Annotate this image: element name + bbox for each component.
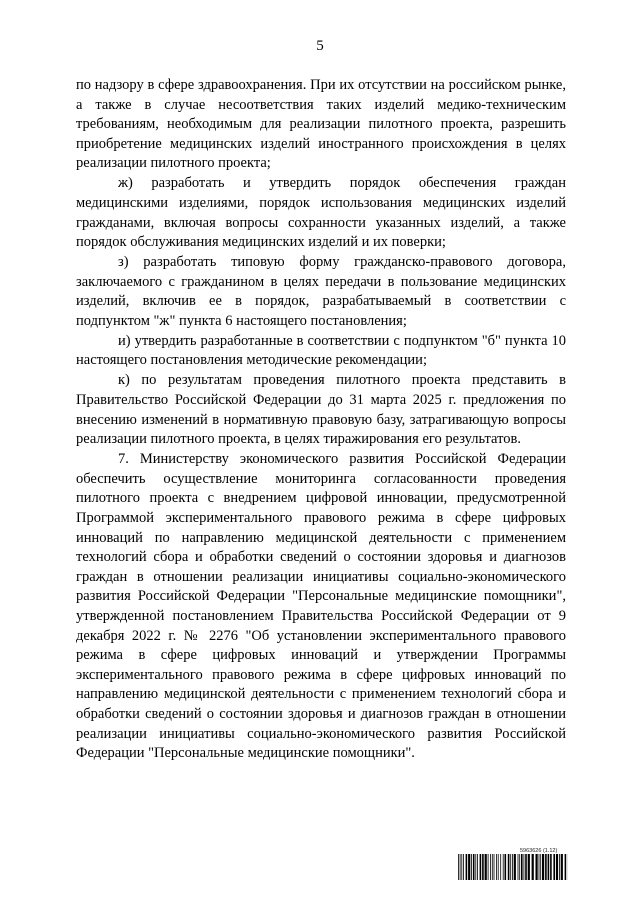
barcode-bar xyxy=(521,854,523,880)
barcode-bar xyxy=(494,854,495,880)
barcode-bar xyxy=(490,854,491,880)
barcode-bar xyxy=(480,854,482,880)
barcode-bar xyxy=(463,854,464,880)
barcode-bar xyxy=(512,854,513,880)
barcode-bar xyxy=(542,854,544,880)
barcode-bar xyxy=(532,854,534,880)
barcode-bar xyxy=(556,854,558,880)
barcode-bar xyxy=(458,854,459,880)
barcode-bar xyxy=(492,854,493,880)
page-number: 5 xyxy=(316,38,324,54)
barcode-bar xyxy=(473,854,475,880)
barcode-bar xyxy=(466,854,468,880)
paragraph: 7. Министерству экономического развития Российской Федерации обеспечить осуществление мониторинга согласованности проведения пилотного проекта с внедрением цифровой инновации, предусмотренной Программой экспериментального правового режима в сфере цифровых инноваций по направлению медицинской деятельности с применением технологий сбора и обработки сведений о состоянии здоровья и диагнозов граждан в отношении реализации инициативы социально-экономического развития Российской Федерации "Персональные медицинские помощники", утвержденной постановлением Правительства Российской Федерации от 9 декабря 2022 г. № 2276 "Об установлении экспериментального правового режима в сфере цифровых инноваций и утверждении Программы экспериментального правового режима в сфере цифровых инноваций по направлению медицинской деятельности с применением технологий сбора и обработки сведений о состоянии здоровья и диагнозов граждан в отношении реализации инициативы социально-экономического развития Российской Федерации "Персональные медицинские помощники". xyxy=(76,451,566,762)
barcode-bar xyxy=(545,854,547,880)
barcode-bar xyxy=(548,854,550,880)
paragraph: и) утвердить разработанные в соответствии с подпунктом "б" пункта 10 настоящего постановления методические рекомендации; xyxy=(76,332,566,369)
barcode-bar xyxy=(498,854,499,880)
barcode-bar xyxy=(485,854,487,880)
barcode-bar xyxy=(539,854,540,880)
barcode-bar xyxy=(482,854,484,880)
barcode-bar xyxy=(488,854,489,880)
barcode-bar xyxy=(475,854,476,880)
barcode-bar xyxy=(528,854,530,880)
barcode-bar xyxy=(510,854,511,880)
document-code: 5963626 (1.12) xyxy=(520,848,558,854)
barcode-bar xyxy=(561,854,563,880)
barcode xyxy=(458,854,568,880)
barcode-bar xyxy=(553,854,555,880)
barcode-bar xyxy=(518,854,519,880)
paragraph: ж) разработать и утвердить порядок обеспечения граждан медицинскими изделиями, порядок использования медицинских изделий гражданами, включая вопросы сохранности указанных изделий, а также порядок обслуживания медицинских изделий и их поверки; xyxy=(76,175,566,251)
barcode-bar xyxy=(461,854,462,880)
barcode-bar xyxy=(471,854,472,880)
barcode-bar xyxy=(500,854,501,880)
barcode-bar xyxy=(559,854,560,880)
barcode-bar xyxy=(525,854,527,880)
barcode-bar xyxy=(477,854,478,880)
barcode-bar xyxy=(565,854,567,880)
barcode-bar xyxy=(536,854,538,880)
paragraph: по надзору в сфере здравоохранения. При их отсутствии на российском рынке, а также в случае несоответствия таких изделий медико-техническим требованиям, необходимым для реализации пилотного проекта, разрешить приобретение медицинских изделий иностранного происхождения в целях реализации пилотного проекта; xyxy=(76,77,566,172)
barcode-bar xyxy=(524,854,525,880)
barcode-bar xyxy=(514,854,516,880)
document-body xyxy=(76,76,566,764)
barcode-bar xyxy=(540,854,541,880)
barcode-bar xyxy=(508,854,510,880)
barcode-bar xyxy=(519,854,520,880)
paragraph: к) по результатам проведения пилотного проекта представить в Правительство Российской Федерации до 31 марта 2025 г. предложения по внесению изменений в нормативную правовую базу, затрагивающую вопросы реализации пилотного проекта, в целях тиражирования его результатов. xyxy=(76,372,566,448)
barcode-bar xyxy=(550,854,552,880)
barcode-bar xyxy=(496,854,497,880)
paragraph: з) разработать типовую форму гражданско-правового договора, заключаемого с гражданином в целях передачи в пользование медицинских изделий, включив ее в порядок, разрабатываемый в соответствии с подпунктом "ж" пункта 6 настоящего постановления; xyxy=(76,254,566,329)
barcode-bar xyxy=(460,854,461,880)
barcode-bar xyxy=(505,854,507,880)
barcode-bar xyxy=(503,854,504,880)
barcode-bar xyxy=(468,854,470,880)
